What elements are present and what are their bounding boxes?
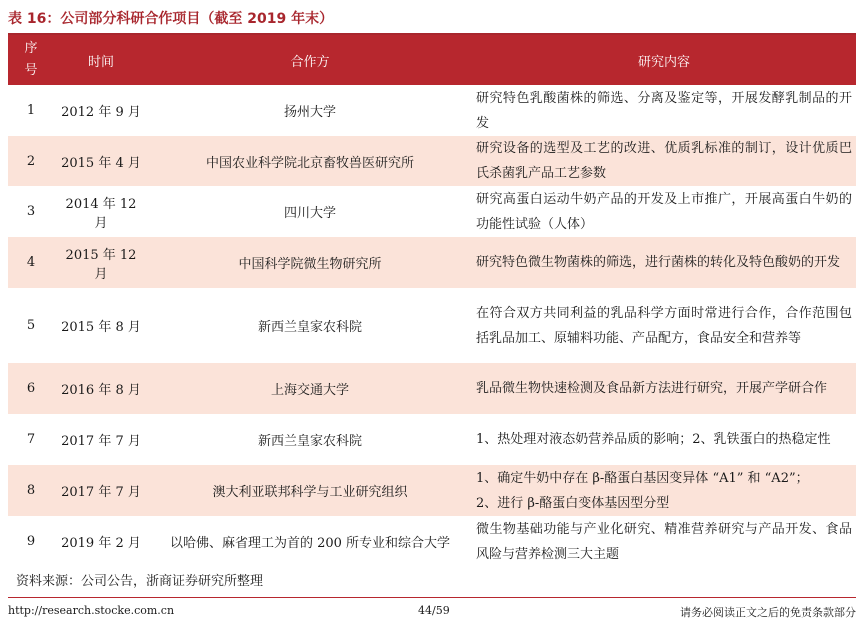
index-header-char: 号	[24, 63, 38, 78]
row-partner: 扬州大学	[283, 105, 336, 120]
table-caption: 表 16：公司部分科研合作项目（截至 2019 年末）	[8, 11, 334, 27]
table-row	[8, 414, 856, 465]
table-row	[8, 288, 856, 363]
index-header-char: 序	[24, 41, 38, 56]
row-content: 乳品微生物快速检测及食品新方法进行研究，开展产学研合作	[472, 363, 856, 414]
row-time: 2019 年 2 月	[61, 536, 141, 551]
column-header-partner: 合作方	[148, 35, 472, 85]
table-row	[8, 136, 856, 186]
page-number: 44/59	[418, 604, 450, 617]
row-content-line: 2、进行 β-酪蛋白变体基因型分型	[476, 495, 670, 511]
row-index: 1	[26, 103, 36, 118]
row-content: 研究设备的选型及工艺的改进、优质乳标准的制订，设计优质巴氏杀菌乳产品工艺参数	[472, 136, 856, 186]
table-row	[8, 186, 856, 237]
row-time: 2015 年 4 月	[54, 136, 148, 186]
table-row	[8, 85, 856, 136]
row-content: 微生物基础功能与产业化研究、精准营养研究与产品开发、食品风险与营养检测三大主题	[476, 521, 852, 562]
table-row	[8, 465, 856, 516]
row-partner: 四川大学	[283, 206, 336, 221]
row-time: 2014 年 12 月	[65, 196, 137, 231]
row-index: 8	[8, 465, 54, 516]
row-content: 研究特色微生物菌株的筛选，进行菌株的转化及特色酸奶的开发	[472, 237, 856, 288]
row-partner: 澳大利亚联邦科学与工业研究组织	[148, 465, 472, 516]
row-time: 2017 年 7 月	[54, 465, 148, 516]
footer-divider	[8, 597, 856, 598]
row-partner: 中国农业科学院北京畜牧兽医研究所	[148, 136, 472, 186]
row-index: 5	[26, 318, 36, 333]
row-index: 6	[8, 363, 54, 414]
row-index: 2	[8, 136, 54, 186]
row-time: 2015 年 8 月	[61, 320, 141, 335]
row-content-line: 1、确定牛奶中存在 β-酪蛋白基因变异体 “A1” 和 “A2”；	[476, 470, 809, 486]
row-time: 2015 年 12 月	[54, 237, 148, 288]
row-partner: 中国科学院微生物研究所	[148, 237, 472, 288]
row-index: 3	[26, 204, 36, 219]
row-time: 2012 年 9 月	[61, 105, 141, 120]
table-header-row	[8, 35, 856, 85]
row-content: 在符合双方共同利益的乳品科学方面时常进行合作，合作范围包括乳品加工、原辅料功能、产品配方，食品安全和营养等	[476, 305, 852, 346]
row-content	[472, 465, 856, 516]
table-row	[8, 363, 856, 414]
column-header-index	[8, 35, 54, 85]
row-content: 研究特色乳酸菌株的筛选、分离及鉴定等，开展发酵乳制品的开发	[476, 90, 852, 131]
table-row	[8, 237, 856, 288]
row-partner: 新西兰皇家农科院	[257, 434, 362, 449]
row-partner: 上海交通大学	[148, 363, 472, 414]
row-time: 2017 年 7 月	[61, 434, 141, 449]
column-header-content: 研究内容	[472, 35, 856, 85]
research-cooperation-table	[8, 35, 856, 567]
row-index: 4	[8, 237, 54, 288]
row-index: 7	[26, 432, 36, 447]
row-index: 9	[26, 534, 36, 549]
source-note: 资料来源：公司公告，浙商证券研究所整理	[16, 574, 264, 589]
column-header-time: 时间	[54, 35, 148, 85]
row-partner: 以哈佛、麻省理工为首的 200 所专业和综合大学	[169, 536, 451, 551]
table-row	[8, 516, 856, 567]
row-content: 研究高蛋白运动牛奶产品的开发及上市推广，开展高蛋白牛奶的功能性试验（人体）	[476, 191, 852, 232]
row-content: 1、热处理对液态奶营养品质的影响；2、乳铁蛋白的热稳定性	[476, 432, 831, 447]
footer-url-link[interactable]: http://research.stocke.com.cn	[8, 604, 175, 617]
footer-disclaimer: 请务必阅读正文之后的免责条款部分	[680, 606, 856, 619]
row-partner: 新西兰皇家农科院	[257, 320, 362, 335]
row-time: 2016 年 8 月	[54, 363, 148, 414]
